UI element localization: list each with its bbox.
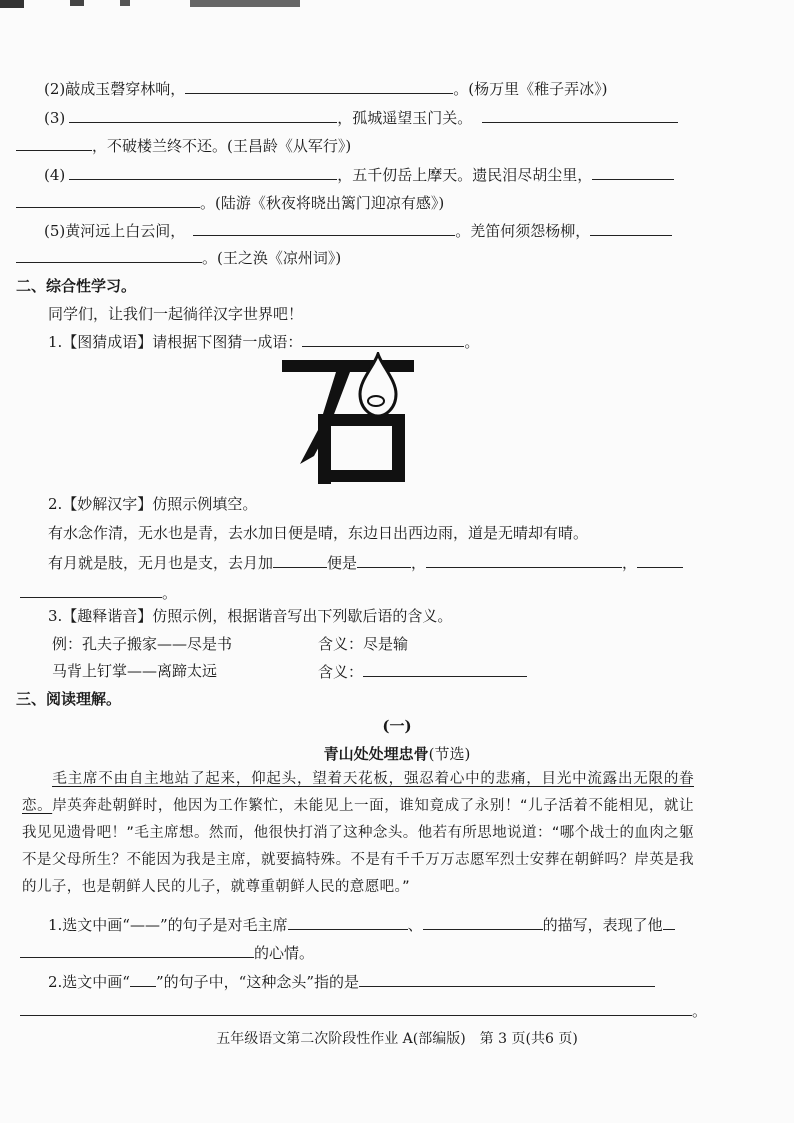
poem-q5-line2: 。(王之涣《凉州词》)	[16, 247, 341, 268]
poem-q5-blank-2[interactable]	[590, 220, 672, 236]
hanzi-example: 有水念作清，无水也是青，去水加日便是晴，东边日出西边雨，道是无晴却有晴。	[48, 524, 589, 542]
hanzi-blank-1[interactable]	[273, 552, 327, 568]
passage-body: 岸英奔赴朝鲜时，他因为工作繁忙，未能见上一面，谁知竟成了永别！“儿子活着不能相见，就让我见见遗骨吧！”毛主席想。然而，他很快打消了这种念头。他若有所思地说道：“哪个战士的血肉之躯不是父母所生？不能因为我是主席，就要搞特殊。不是有千千万万志愿军烈士安葬在朝鲜吗？岸英是我的儿子，也是朝鲜人民的儿子，就尊重朝鲜人民的意愿吧。”	[22, 798, 694, 895]
section3-heading: 三、阅读理解。	[16, 690, 122, 708]
top-scan-strip	[0, 0, 794, 12]
hanzi-task-line2: 。	[20, 582, 177, 603]
reading-q1-blank-4[interactable]	[20, 942, 254, 958]
hanzi-blank-4[interactable]	[637, 552, 683, 568]
poem-q2-blank[interactable]	[185, 78, 453, 94]
hanzi-blank-5[interactable]	[20, 582, 162, 598]
poem-q4-blank-2[interactable]	[592, 164, 674, 180]
homophone-example-left: 例：孔夫子搬家——尽是书	[52, 635, 233, 653]
idiom-answer-blank[interactable]	[302, 331, 464, 347]
section2-heading: 二、综合性学习。	[16, 277, 137, 295]
idiom-question: 1.【图猜成语】请根据下图猜一成语： 。	[48, 333, 480, 351]
reading-title: 青山处处埋忠骨(节选)	[323, 745, 471, 763]
stone-character	[282, 360, 414, 484]
homophone-item-right: 含义：	[318, 661, 527, 682]
poem-q2: (2)敲成玉磬穿林响， 。(杨万里《稚子弄冰》)	[44, 80, 608, 98]
page-footer: 五年级语文第二次阶段性作业 A(部编版) 第 3 页(共6 页)	[216, 1031, 578, 1047]
poem-q5: (5)黄河远上白云间， 。羌笛何须怨杨柳，	[44, 220, 672, 241]
poem-q3-line2: ，不破楼兰终不还。(王昌龄《从军行》)	[16, 135, 351, 156]
homophone-example-right: 含义：尽是输	[318, 635, 409, 653]
poem-q3-blank-2[interactable]	[482, 107, 678, 123]
stone-water-drop-figure	[278, 352, 418, 488]
hanzi-blank-3[interactable]	[426, 552, 622, 568]
hanzi-task: 有月就是肢，无月也是支，去月加 便是 ， ，	[48, 552, 683, 573]
homophone-question: 3.【趣释谐音】仿照示例，根据谐音写出下列歇后语的含义。	[48, 607, 453, 625]
poem-q4: (4) ，五千仞岳上摩天。遗民泪尽胡尘里，	[44, 164, 674, 185]
poem-q5-blank-3[interactable]	[16, 247, 202, 263]
reading-q1-blank-1[interactable]	[288, 914, 408, 930]
poem-q5-blank-1[interactable]	[193, 220, 455, 236]
reading-q2-blank-2[interactable]	[20, 1000, 692, 1016]
hanzi-blank-2[interactable]	[357, 552, 411, 568]
homophone-answer-blank[interactable]	[363, 661, 527, 677]
poem-q4-blank-1[interactable]	[69, 164, 337, 180]
poem-q4-blank-3[interactable]	[16, 192, 200, 208]
reading-q2-underline-sample	[130, 971, 156, 987]
poem-q3-blank-3[interactable]	[16, 135, 92, 151]
poem-q3-blank-1[interactable]	[69, 107, 337, 123]
reading-q2-line2: 。	[20, 1000, 707, 1021]
section2-intro: 同学们，让我们一起徜徉汉字世界吧！	[48, 305, 304, 323]
reading-q2: 2.选文中画“ ”的句子中，“这种念头”指的是	[48, 971, 655, 992]
reading-q1-blank-2[interactable]	[423, 914, 543, 930]
reading-q1-line2: 的心情。	[20, 942, 314, 963]
reading-q1-blank-3[interactable]	[663, 914, 675, 930]
reading-q2-blank-1[interactable]	[359, 971, 655, 987]
homophone-item-left: 马背上钉掌——离蹄太远	[52, 662, 218, 680]
poem-q4-line2: 。(陆游《秋夜将晓出篱门迎凉有感》)	[16, 192, 444, 213]
reading-part-label: (一)	[382, 717, 412, 735]
reading-passage	[22, 766, 694, 901]
poem-q3: (3) ，孤城遥望玉门关。	[44, 107, 678, 128]
hanzi-question: 2.【妙解汉字】仿照示例填空。	[48, 495, 258, 513]
reading-q1: 1.选文中画“——”的句子是对毛主席 、 的描写，表现了他	[48, 914, 675, 935]
passage-underlined-sentence: 毛主席不由自主地站了起来，仰起头，望着天花板，强忍着心中的悲痛，目光中流露出无限的眷恋。	[22, 771, 694, 814]
